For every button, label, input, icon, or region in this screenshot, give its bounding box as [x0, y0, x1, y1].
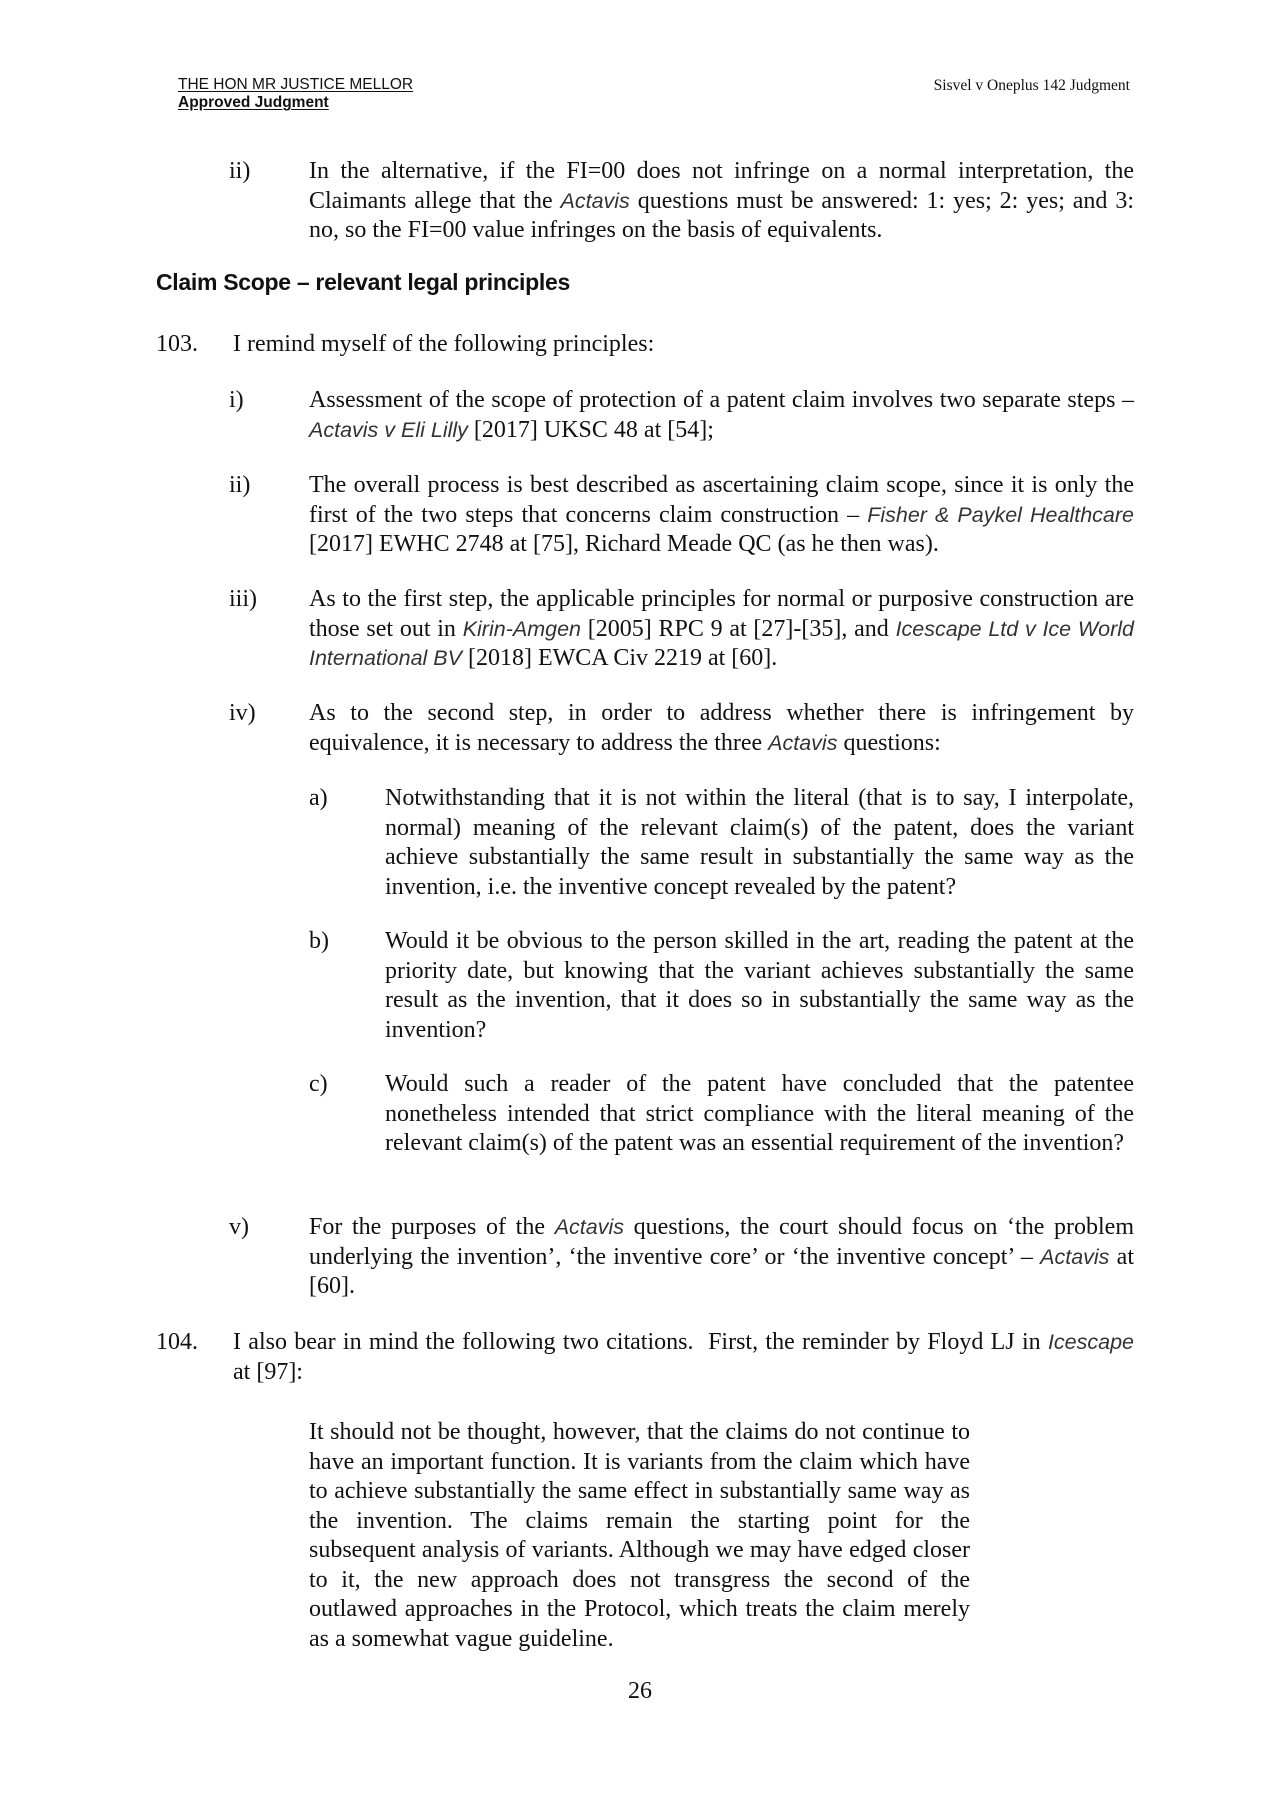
case-citation: Icescape Ltd v Ice World International BV — [309, 616, 1134, 670]
case-citation: Fisher & Paykel Healthcare — [867, 502, 1135, 527]
paragraph-103-text: I remind myself of the following principles: — [233, 331, 655, 357]
sub-list-item: Notwithstanding that it is not within the literal (that is to say, I interpolate, normal) meaning of the relevant claim(s) of the patent, does the variant achieve substantially the same result in substantially the same way as the invention, i.e. the inventive concept revealed by the patent? — [385, 785, 1134, 900]
item-marker: ii) — [229, 472, 251, 498]
subitem-marker: a) — [309, 785, 328, 811]
item-marker: i) — [229, 387, 244, 413]
item-marker: iii) — [229, 586, 257, 612]
block-quote: It should not be thought, however, that the claims do not continue to have an important function. It is variants from the claim which have to achieve substantially the same effect in substantially same way as the invention. The claims remain the starting point for the subsequent analysis of variants. Although we may have edged closer to it, the new approach does not transgress the second of the outlawed approaches in the Protocol, which treats the claim merely as a somewhat vague guideline. — [309, 1419, 970, 1652]
list-item: Assessment of the scope of protection of a patent claim involves two separate steps – Actavis v Eli Lilly [2017] UKSC 48 at [54]; — [309, 387, 1134, 443]
list-item: As to the second step, in order to address whether there is infringement by equivalence, it is necessary to address the three Actavis questions: — [309, 700, 1134, 756]
case-citation: Actavis — [1040, 1244, 1110, 1269]
subitem-marker: b) — [309, 928, 329, 954]
case-citation: Actavis — [560, 188, 630, 213]
running-header-left — [178, 76, 413, 112]
list-item: As to the first step, the applicable principles for normal or purposive construction are those set out in Kirin-Amgen [2005] RPC 9 at [27]-[35], and Icescape Ltd v Ice World International BV [2018] EWCA Civ 2219 at [60]. — [309, 586, 1134, 671]
carry-item-text: In the alternative, if the FI=00 does not infringe on a normal interpretation, the Claimants allege that the Actavis questions must be answered: 1: yes; 2: yes; and 3: no, so the FI=00 value infringes on the basis of equivalents. — [309, 158, 1134, 243]
list-item: The overall process is best described as ascertaining claim scope, since it is only the first of the two steps that concerns claim construction – Fisher & Paykel Healthcare [2017] EWHC 2748 at [75], Richard Meade QC (as he then was). — [309, 472, 1135, 557]
sub-list-item: Would such a reader of the patent have concluded that the patentee nonetheless intended that strict compliance with the literal meaning of the relevant claim(s) of the patent was an essential requirement of the invention? — [385, 1071, 1134, 1156]
case-citation: Actavis — [554, 1215, 624, 1239]
case-citation: Icescape — [1047, 1330, 1134, 1354]
page-number: 26 — [628, 1678, 652, 1704]
paragraph-number: 104. — [156, 1329, 198, 1355]
sub-list-item: Would it be obvious to the person skilled in the art, reading the patent at the priority date, but knowing that the variant achieves substantially the same result as the invention, that it does so in substantially the same way as the invention? — [385, 928, 1134, 1043]
item-marker: ii) — [229, 158, 251, 184]
item-marker: iv) — [229, 700, 256, 726]
paragraph-number: 103. — [156, 331, 198, 357]
section-heading: Claim Scope – relevant legal principles — [156, 269, 570, 295]
judge-name: THE HON MR JUSTICE MELLOR — [178, 76, 414, 93]
subitem-marker: c) — [309, 1071, 328, 1097]
list-item: For the purposes of the Actavis questions, the court should focus on ‘the problem underlying the invention’, ‘the inventive core’ or ‘the inventive concept’ – Actavis at [60]. — [309, 1214, 1134, 1299]
case-title: Sisvel v Oneplus 142 Judgment — [933, 77, 1130, 94]
case-citation: Kirin-Amgen — [462, 616, 581, 641]
case-citation: Actavis v Eli Lilly — [309, 417, 468, 442]
judgment-status: Approved Judgment — [178, 94, 329, 111]
case-citation: Actavis — [768, 730, 838, 755]
paragraph-104-text: I also bear in mind the following two citations. First, the reminder by Floyd LJ in Icescape at [97]: — [233, 1329, 1140, 1385]
item-marker: v) — [229, 1214, 249, 1240]
